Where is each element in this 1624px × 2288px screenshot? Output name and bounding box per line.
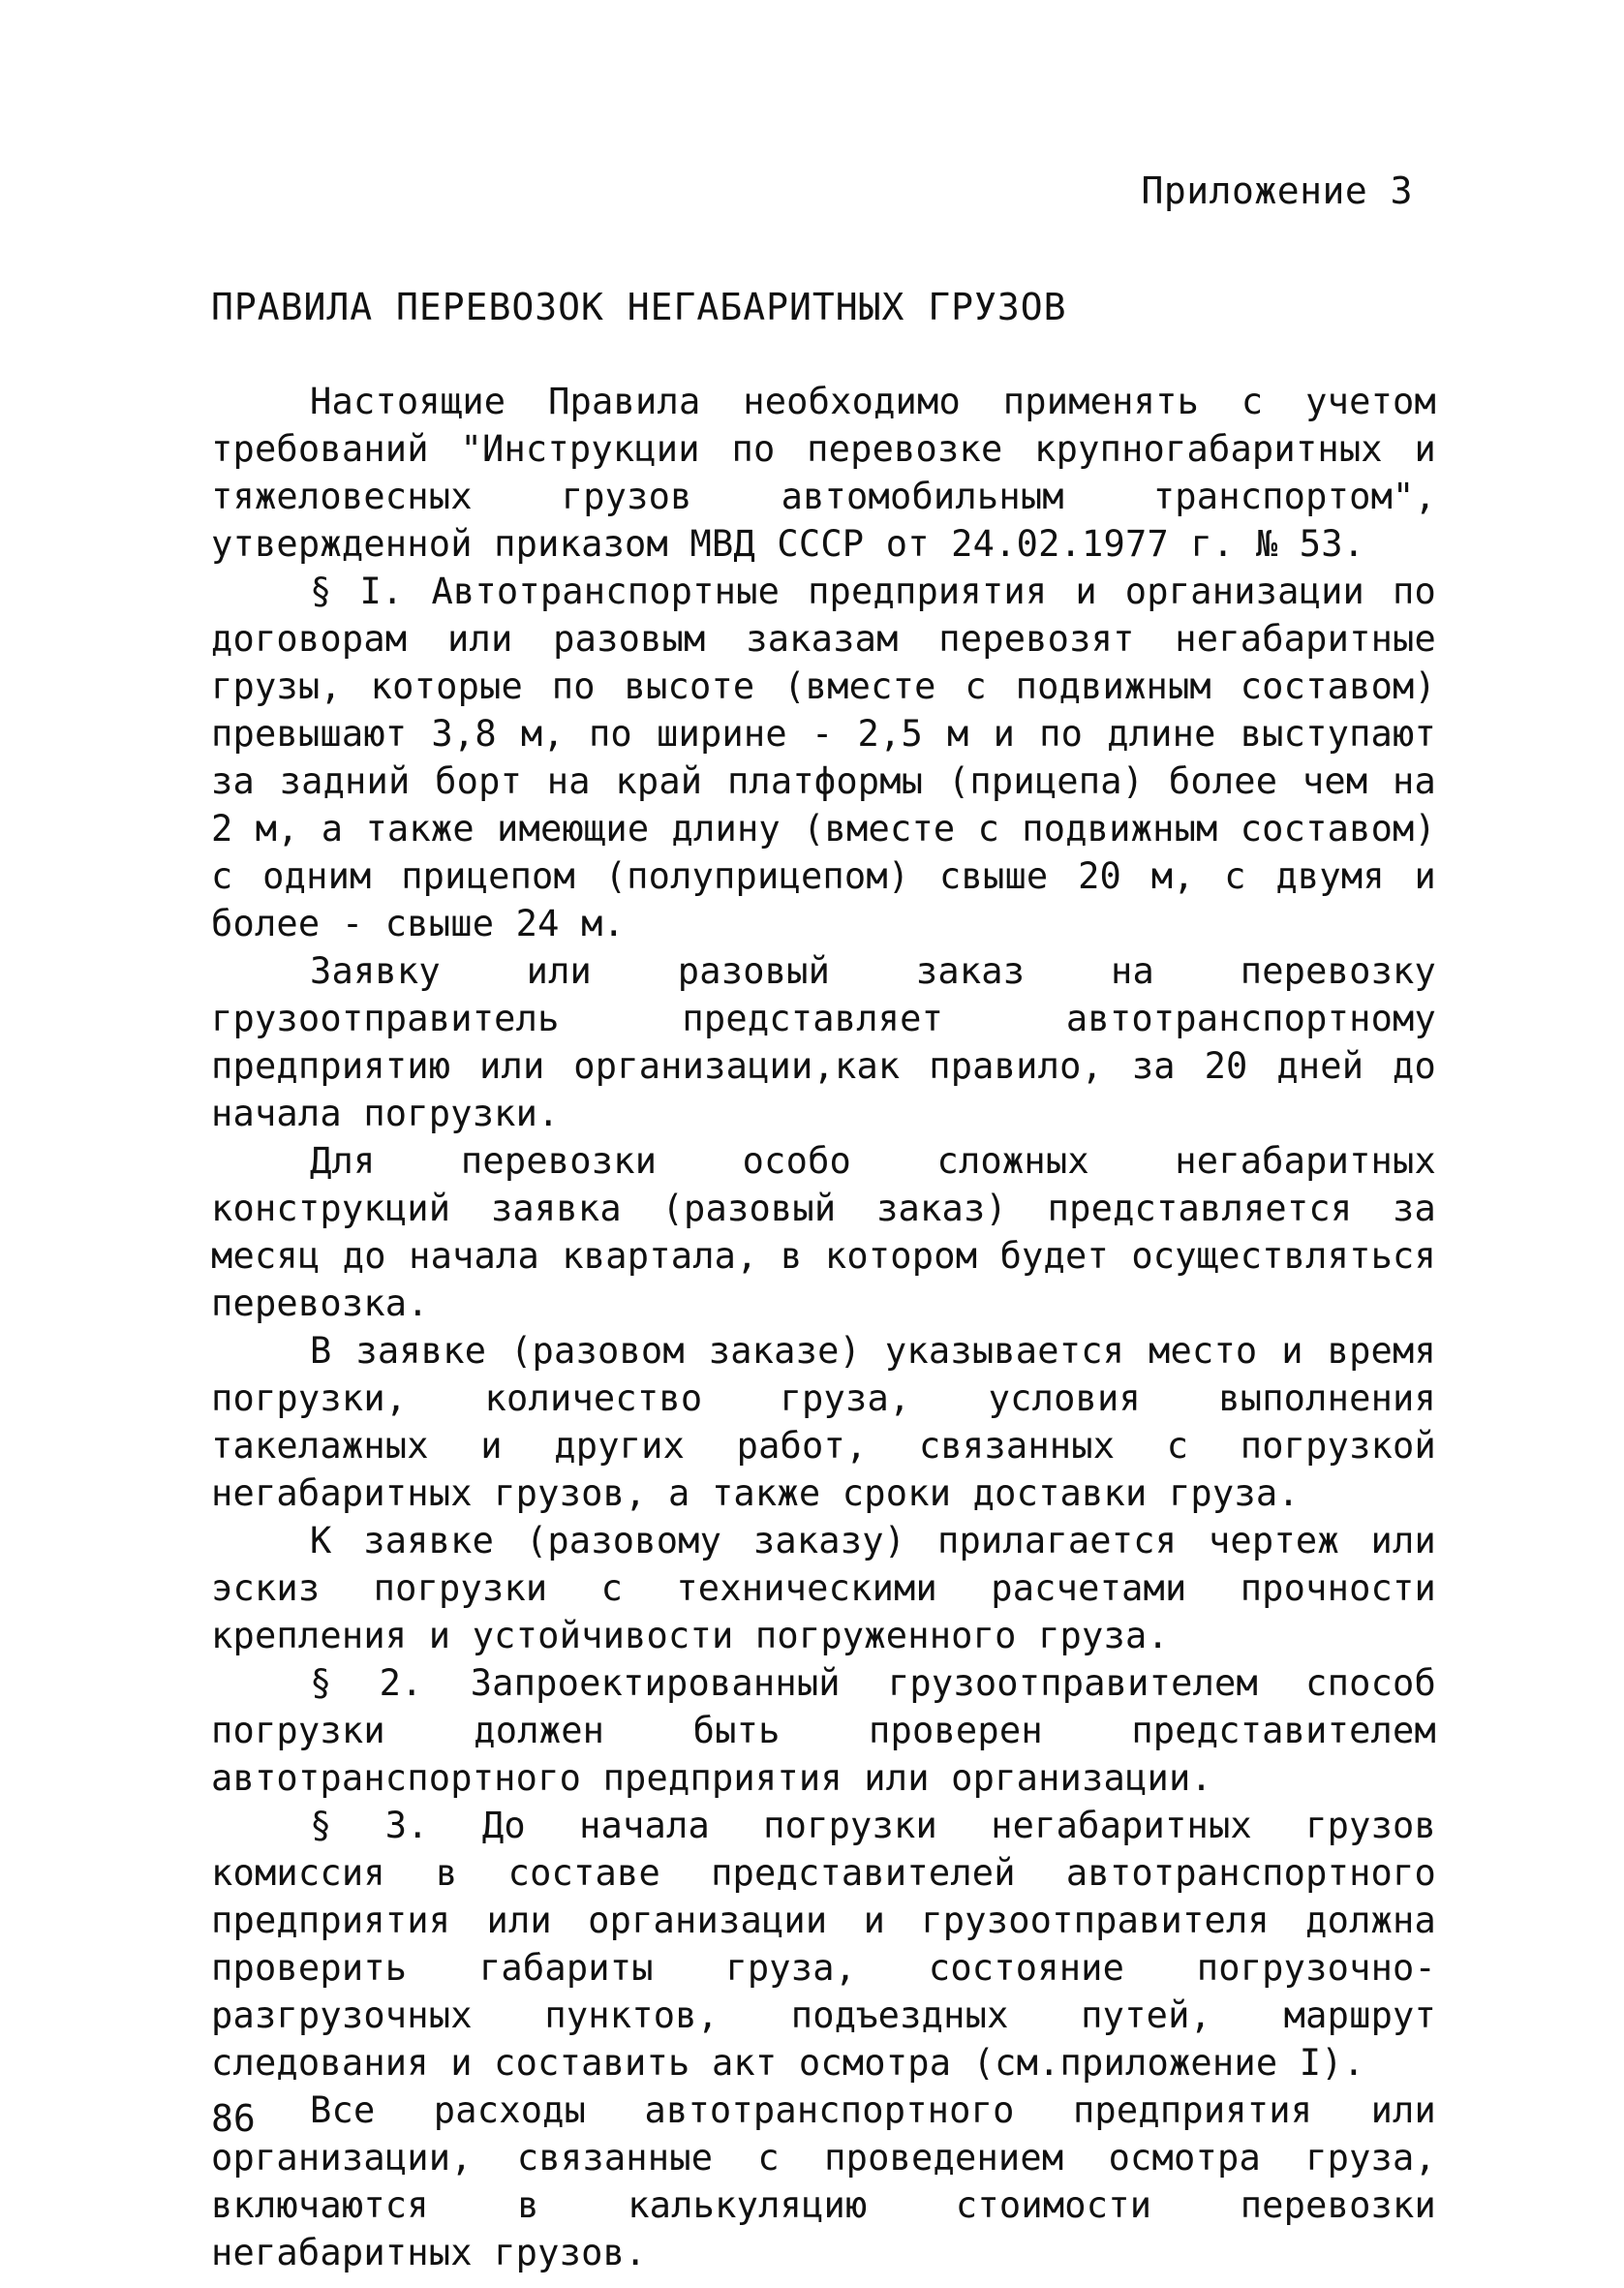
page-number: 86 bbox=[211, 2097, 256, 2140]
paragraph-drawing-attachment: К заявке (разовому заказу) прилагается чертеж или эскиз погрузки с техническими расчетами прочности крепления и устойчивости погруженного груза. bbox=[211, 1520, 1436, 1656]
paragraph-complex-constructions: Для перевозки особо сложных негабаритных конструкций заявка (разовый заказ) представляется за месяц до начала квартала, в котором будет осуществляться перевозка. bbox=[211, 1140, 1436, 1324]
document-body bbox=[211, 378, 1436, 2276]
paragraph-intro: Настоящие Правила необходимо применять с учетом требований "Инструкции по перевозке крупногабаритных и тяжеловесных грузов автомобильным транспортом", утвержденной приказом МВД СССР от 24.02.1977 г. № 53. bbox=[211, 381, 1436, 565]
paragraph-section-3: § 3. До начала погрузки негабаритных грузов комиссия в составе представителей автотранспортного предприятия или организации и грузоотправителя должна проверить габариты груза, состояние погрузочно-разгрузочных пунктов, подъездных путей, маршрут следования и составить акт осмотра (см.приложение I). bbox=[211, 1805, 1436, 2084]
appendix-label: Приложение 3 bbox=[1141, 170, 1413, 212]
paragraph-section-2: § 2. Запроектированный грузоотправителем способ погрузки должен быть проверен представителем автотранспортного предприятия или организации. bbox=[211, 1662, 1436, 1799]
paragraph-application-deadline: Заявку или разовый заказ на перевозку грузоотправитель представляет автотранспортному предприятию или организации,как правило, за 20 дней до начала погрузки. bbox=[211, 950, 1436, 1134]
paragraph-expenses: Все расходы автотранспортного предприятия или организации, связанные с проведением осмотра груза, включаются в калькуляцию стоимости перевозки негабаритных грузов. bbox=[211, 2089, 1436, 2273]
paragraph-application-contents: В заявке (разовом заказе) указывается место и время погрузки, количество груза, условия выполнения такелажных и других работ, связанных с погрузкой негабаритных грузов, а также сроки доставки груза. bbox=[211, 1330, 1436, 1514]
paragraph-section-1: § I. Автотранспортные предприятия и организации по договорам или разовым заказам перевозят негабаритные грузы, которые по высоте (вместе с подвижным составом) превышают 3,8 м, по ширине - 2,5 м и по длине выступают за задний борт на край платформы (прицепа) более чем на 2 м, а также имеющие длину (вместе с подвижным составом) с одним прицепом (полуприцепом) свыше 20 м, с двумя и более - свыше 24 м. bbox=[211, 571, 1436, 944]
document-title: ПРАВИЛА ПЕРЕВОЗОК НЕГАБАРИТНЫХ ГРУЗОВ bbox=[211, 286, 1067, 328]
